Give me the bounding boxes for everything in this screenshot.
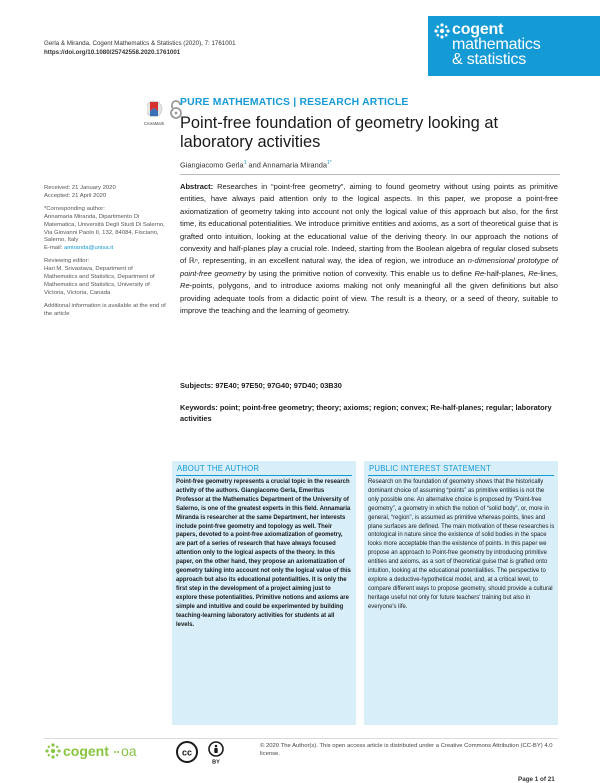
math-rn: ℝⁿ [189,256,198,266]
abstract-text: -points, polygons, and to introduce axioms making not only meaningful all the given definitions but also providing adequate tools from a didactic point of view. The result is a theory, or a seed of theory, suitable to improve the teaching and the learning of geometry. [180,281,558,316]
abstract-emphasis: Re [180,281,190,291]
doi-link[interactable]: https://doi.org/10.1080/25742558.2020.1761001 [44,48,181,56]
about-author-body: Point-free geometry represents a crucial topic in the research activity of the authors. Giangiacomo Gerla, Emeritus Professor at the Mathematics Department of the University of Salerno, is one of the greatest experts in this field. Annamaria Miranda is researcher at the same Department, her interests include point-free geometry and topology as well. Their papers, devoted to a point-free axiomatization of geometry, are part of a series of research that have always focused attention only to the logical aspects of the theory. In this paper, on the other hand, they propose an axiomatization of geometry taking into account not only the logical value of this approach but also its educational potentialities. It is only the first step in the development of a project aiming just to explore these potentialities. Primitive notions and axioms are simple and intuitive and could be experimented by building teaching-learning laboratory activities for students at all levels. [176,479,351,628]
keywords-line: Keywords: point; point-free geometry; theory; axioms; region; convex; Re-half-planes; regular; laboratory activities [180,403,552,423]
cogent-oa-dots [114,751,119,753]
article-title: Point-free foundation of geometry looking at laboratory activities [180,114,498,151]
abstract-emphasis: n-dimensional prototype of point-free geometry [180,256,558,278]
additional-info: Additional information is available at the end of the article [44,302,166,317]
author-name[interactable]: Giangiacomo Gerla [180,160,244,170]
box-rule [368,475,554,476]
public-interest-body: Research on the foundation of geometry shows that the historically dominant choice of assuming “points” as primitive entities is not the only possible one. An alternative choice is proposed by “Point-free geometry”, a geometry in which the notion of “solid body”, or, more in general, “region”, is assumed as primitive whereas points, lines and plane surfaces are defined. The main motivation of these researches is ontological in nature since the existence of solid bodies in the space looks more acceptable than the existence of points. In this paper we propose an approach to Point-free geometry by introducing primitive entities and axioms, as a sort of theoretical guise that is grafted onto intuition, looking at the educational potentialities. The perspective to explore a deductive-hypothetical model, and, at a critical level, to compare different ways to propose geometry, should provide a cultural heritage useful not only for future teachers' training but also in everyone's life. [368,479,555,610]
journal-logo[interactable] [428,16,600,76]
abstract [180,181,558,317]
accepted-date: Accepted: 21 April 2020 [44,192,107,199]
abstract-label: Abstract: [180,182,214,191]
title-divider [180,174,560,175]
abstract-text: -half-planes, [484,268,529,278]
about-author-title: ABOUT THE AUTHOR [177,464,260,473]
logo-line-2: mathematics [452,36,541,53]
crossmark-label: CrossMark [143,121,165,126]
citation-text: Gerla & Miranda, Cogent Mathematics & Statistics (2020), 7: 1761001 [44,40,236,47]
abstract-text: Researches in “point-free geometry”, aiming to found geometry without using points as primitive entities, have always paid attention only to the logical aspects. In this paper, we propose a point-free axiomatization of geometry taking into account not only the logical value of this approach but also, for the first time, its educational potentialities. We introduce primitive entities and axioms, as a sort of theoretical guise that is grafted onto intuition, looking at the educational value of the deriving theory. In our approach the notions of convexity and half-planes play a crucial role. Indeed, starting from the Boolean algebra of regular closed subsets of [180,182,558,266]
reviewing-body: Hari M. Srivastava, Department of Mathematics and Statistics, Department of Mathematics and Statistics, University of Victoria, Victoria, Canada [44,266,155,296]
citation-block [44,40,236,57]
footer-divider [44,738,558,739]
abstract-emphasis: Re [474,268,485,278]
corresponding-address: Annamaria Miranda, Dipartimento Di Matematica, Università Degli Studi Di Salerno, Via Giovanni Paolo II, 132, 84084, Fisciano, Salerno, Italy [44,213,165,244]
public-interest-title: PUBLIC INTEREST STATEMENT [369,464,491,473]
abstract-text: by using the primitive notion of convexity. This enable us to define [245,268,475,278]
author-affiliation-marker: 1* [327,160,332,166]
logo-line-3: & statistics [452,51,527,68]
reviewing-editor [44,258,166,298]
author-separator: and [246,160,263,170]
cogent-oa-burst-icon [45,743,60,758]
cogent-oa-text-1: cogent [63,743,109,759]
cogent-oa-text-2: oa [121,743,137,759]
license-text: © 2020 The Author(s). This open access article is distributed under a Creative Commons Attribution (CC-BY) 4.0 license. [260,743,553,757]
author-name[interactable]: Annamaria Miranda [262,160,327,170]
dates-block [44,185,166,201]
public-interest-box [364,461,558,725]
subjects-line: Subjects: 97E40; 97E50; 97G40; 97D40; 03B30 [180,381,342,390]
cc-icon [177,742,197,762]
author-affiliation-marker: 1 [243,160,247,166]
cogent-burst-icon [433,22,451,40]
corresponding-label: *Corresponding author: [44,205,105,212]
abstract-text: , representing, in an excellent natural way, the idea of region, we introduce an [197,256,468,266]
about-author-box [172,461,356,725]
logo-wordmark [452,22,541,67]
by-icon [209,742,223,765]
email-label: E-mail: [44,245,64,252]
received-date: Received: 21 January 2020 [44,185,116,191]
logo-line-1: cogent [452,21,504,38]
abstract-emphasis: Re [528,268,538,278]
cogent-oa-logo[interactable] [44,741,164,763]
cc-icon-label: cc [181,747,193,758]
corresponding-author [44,206,166,253]
reviewing-label: Reviewing editor: [44,258,90,265]
crossmark-icon[interactable] [147,101,162,117]
author-list [180,160,332,169]
article-sidebar [44,185,166,324]
box-rule [176,475,352,476]
page-number: Page 1 of 21 [518,776,555,783]
cc-license-badge[interactable] [176,741,232,765]
section-label: PURE MATHEMATICS | RESEARCH ARTICLE [180,97,409,108]
email-link[interactable]: amiranda@unisa.it [63,245,114,252]
abstract-text: -lines, [537,268,558,278]
by-label: BY [212,759,220,765]
